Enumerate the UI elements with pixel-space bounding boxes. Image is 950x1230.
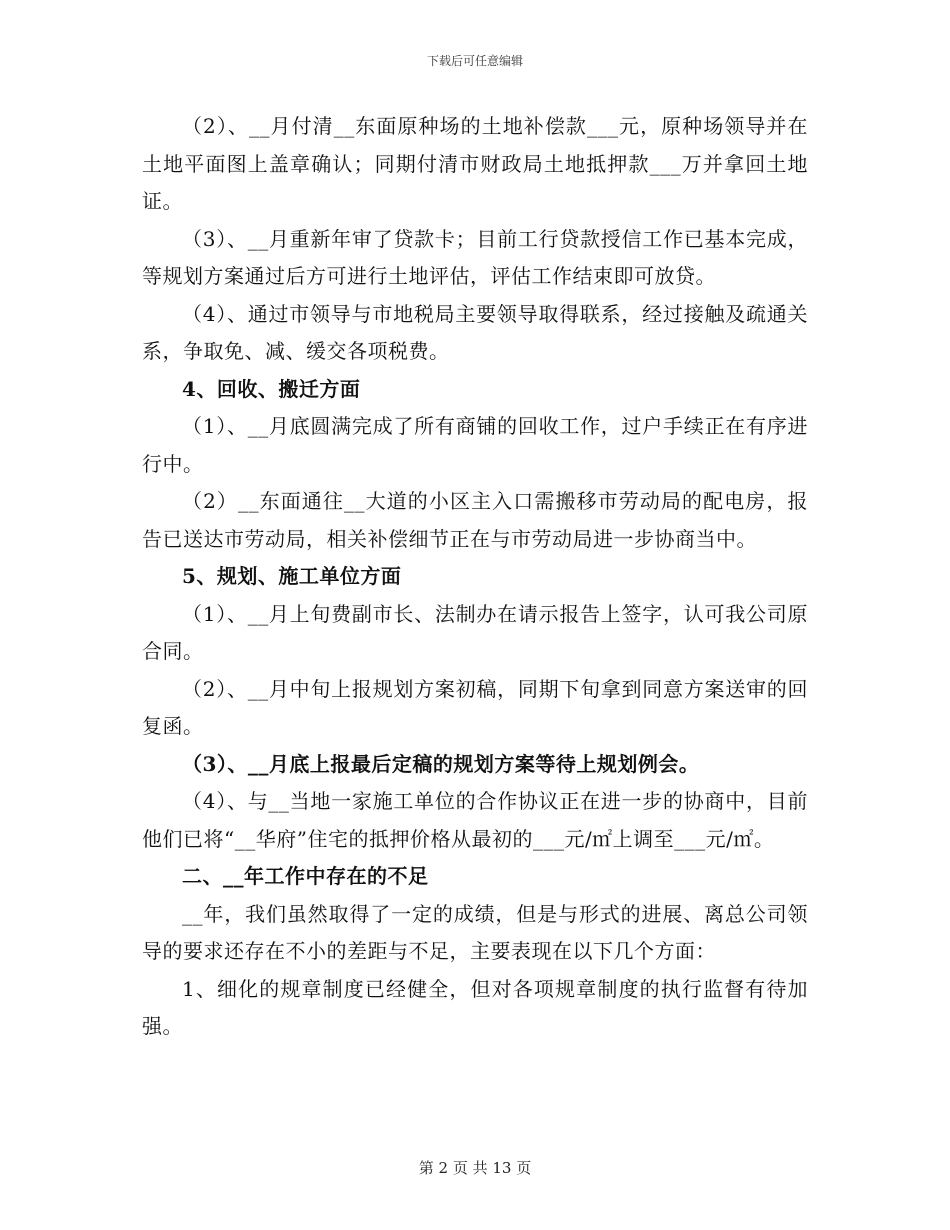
paragraph-shop-recovery: （1）、__月底圆满完成了所有商铺的回收工作，过户手续正在有序进行中。 [142, 414, 808, 476]
paragraph-loan-card: （3）、__月重新年审了贷款卡；目前工行贷款授信工作已基本完成，等规划方案通过后方可进行土地评估，评估工作结束即可放贷。 [142, 226, 808, 288]
paragraph-tax-relief: （4）、通过市领导与市地税局主要领导取得联系，经过接触及疏通关系，争取免、减、缓交各项税费。 [142, 301, 808, 363]
paragraph-approval: （1）、__月上旬费副市长、法制办在请示报告上签字，认可我公司原合同。 [142, 601, 808, 663]
section-heading-planning: 5、规划、施工单位方面 [182, 564, 402, 588]
document-body [142, 108, 808, 1046]
paragraph-construction-partner: （4）、与__当地一家施工单位的合作协议正在进一步的协商中，目前他们已将“__华府”住宅的抵押价格从最初的___元/㎡上调至___元/㎡。 [142, 789, 808, 851]
section-heading-relocation: 4、回收、搬迁方面 [182, 376, 361, 401]
section-heading-shortcomings: 二、__年工作中存在的不足 [182, 864, 429, 888]
paragraph-payment: （2）、__月付清__东面原种场的土地补偿款___元，原种场领导并在土地平面图上盖章确认；同期付清市财政局土地抵押款___万并拿回土地证。 [142, 114, 808, 213]
page-header-note: 下载后可任意编辑 [426, 54, 523, 68]
paragraph-power-room: （2）__东面通往__大道的小区主入口需搬移市劳动局的配电房，报告已送达市劳动局，相关补偿细节正在与市劳动局进一步协商当中。 [142, 489, 808, 551]
paragraph-summary: __年，我们虽然取得了一定的成绩，但是与形式的进展、离总公司领导的要求还存在不小的差距与不足，主要表现在以下几个方面： [142, 901, 808, 963]
paragraph-final-plan: （3）、__月底上报最后定稿的规划方案等待上规划例会。 [182, 751, 700, 776]
paragraph-draft-plan: （2）、__月中旬上报规划方案初稿，同期下旬拿到同意方案送审的回复函。 [142, 676, 808, 738]
paragraph-rules: 1、细化的规章制度已经健全，但对各项规章制度的执行监督有待加强。 [142, 976, 808, 1038]
page-number: 第 2 页 共 13 页 [418, 1159, 532, 1177]
